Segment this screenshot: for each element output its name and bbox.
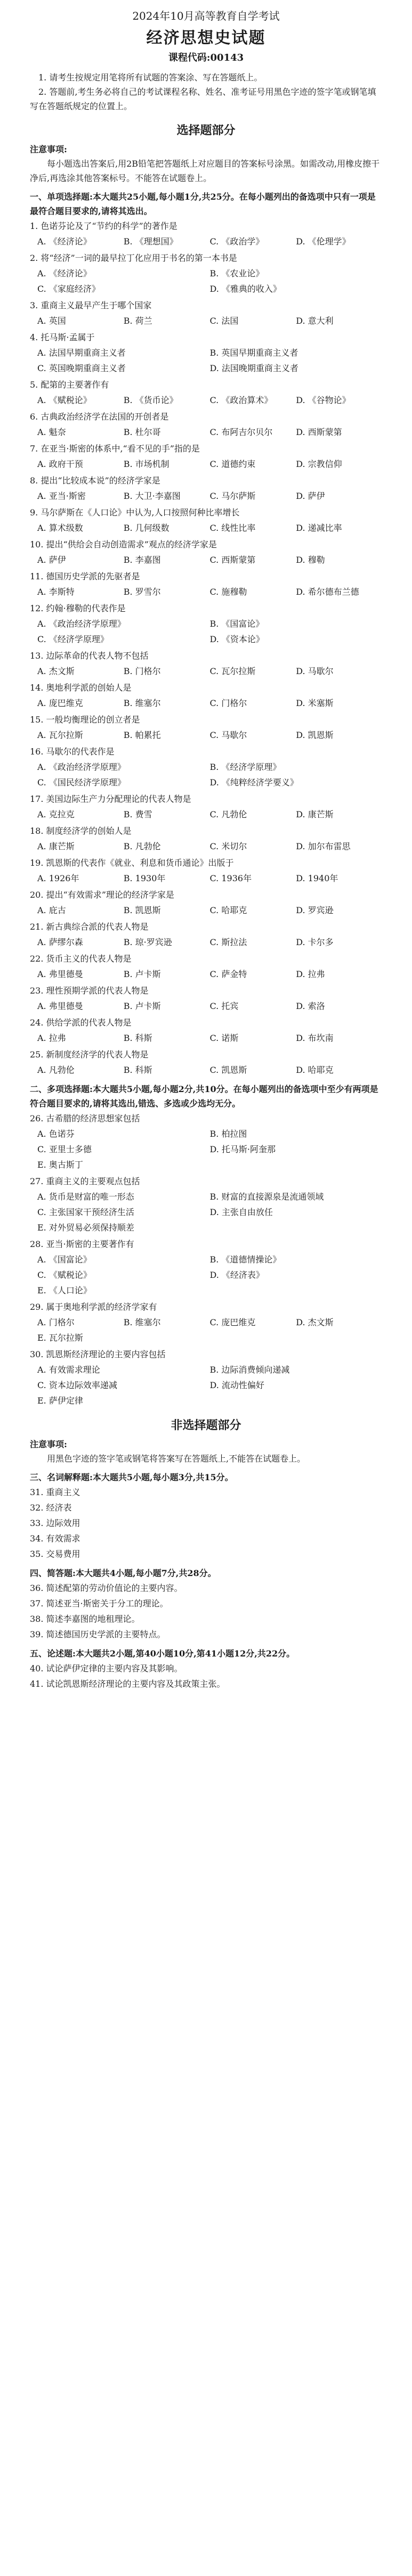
answer-option: D. 杰文斯 bbox=[296, 1317, 334, 1327]
answer-option: D. 《雅典的收入》 bbox=[209, 284, 281, 294]
option-list bbox=[30, 234, 382, 249]
question bbox=[30, 1174, 382, 1235]
answer-option: B. 维塞尔 bbox=[123, 698, 161, 708]
short-answer-question: 36. 简述配第的劳动价值论的主要内容。 bbox=[30, 1583, 183, 1593]
answer-option: C. 施穆勒 bbox=[209, 587, 247, 597]
question bbox=[30, 648, 382, 679]
answer-option: D. 《伦理学》 bbox=[296, 236, 351, 247]
answer-option: C. 瓦尔拉斯 bbox=[209, 666, 256, 676]
answer-option: A. 萨伊 bbox=[37, 555, 66, 565]
option-list bbox=[30, 663, 382, 679]
question bbox=[30, 1111, 382, 1172]
question-stem: 16. 马歇尔的代表作是 bbox=[30, 746, 115, 757]
answer-option: B. 英国早期重商主义者 bbox=[209, 348, 298, 358]
option-list bbox=[30, 266, 382, 297]
answer-option: A. 庞巴维克 bbox=[37, 698, 83, 708]
note-item: 1. 请考生按规定用笔将所有试题的答案涂、写在答题纸上。 bbox=[38, 72, 263, 83]
answer-option: C. 门格尔 bbox=[209, 698, 247, 708]
question-stem: 9. 马尔萨斯在《人口论》中认为,人口按照何种比率增长 bbox=[30, 507, 240, 518]
answer-option: D. 《纯粹经济学要义》 bbox=[209, 777, 298, 787]
option-list bbox=[30, 934, 382, 950]
multi-choice-instructions: 二、多项选择题:本大题共5小题,每小题2分,共10分。在每小题列出的备选项中至少有两项是符合题目要求的,请将其选出,错选、多选或少选均无分。 bbox=[30, 1084, 378, 1109]
answer-option: A. 魁奈 bbox=[37, 427, 66, 437]
question bbox=[30, 680, 382, 711]
answer-option: A. 康芒斯 bbox=[37, 841, 75, 851]
answer-option: D. 主张自由放任 bbox=[209, 1207, 273, 1217]
question bbox=[30, 1347, 382, 1408]
answer-option: B. 大卫·李嘉图 bbox=[123, 491, 181, 501]
answer-option: C. 斯拉法 bbox=[209, 937, 247, 947]
answer-option: D. 罗宾逊 bbox=[296, 905, 334, 915]
essay-question: 41. 试论凯恩斯经济理论的主要内容及其政策主张。 bbox=[30, 1679, 225, 1689]
answer-option: B. 《经济学原理》 bbox=[209, 762, 281, 772]
question-stem: 12. 约翰·穆勒的代表作是 bbox=[30, 603, 126, 613]
question-stem: 3. 重商主义最早产生于哪个国家 bbox=[30, 300, 152, 310]
question bbox=[30, 473, 382, 504]
question bbox=[30, 712, 382, 743]
answer-option: C. 米切尔 bbox=[209, 841, 247, 851]
essay-question: 40. 试论萨伊定律的主要内容及其影响。 bbox=[30, 1663, 183, 1673]
answer-option: C. 《经济学原理》 bbox=[37, 634, 109, 644]
answer-option: D. 康芒斯 bbox=[296, 809, 334, 819]
answer-option: B. 《货币论》 bbox=[123, 395, 178, 405]
answer-option: A. 门格尔 bbox=[37, 1317, 75, 1327]
answer-option: B. 《国富论》 bbox=[209, 619, 264, 629]
answer-option: C. 亚里士多德 bbox=[37, 1144, 92, 1154]
answer-option: C. 《国民经济学原理》 bbox=[37, 777, 126, 787]
essay-list bbox=[30, 1661, 382, 1692]
question bbox=[30, 330, 382, 376]
option-list bbox=[30, 727, 382, 743]
option-list bbox=[30, 695, 382, 711]
answer-option: D. 《资本论》 bbox=[209, 634, 264, 644]
answer-option: E. 《人口论》 bbox=[37, 1285, 92, 1295]
answer-option: D. 米塞斯 bbox=[296, 698, 334, 708]
answer-option: A. 弗里德曼 bbox=[37, 1001, 83, 1011]
answer-option: B. 财富的直接源泉是流通领域 bbox=[209, 1192, 324, 1202]
question-stem: 15. 一般均衡理论的创立者是 bbox=[30, 715, 140, 725]
term-question: 34. 有效需求 bbox=[30, 1533, 80, 1544]
answer-option: D. 递减比率 bbox=[296, 523, 342, 533]
question-stem: 30. 凯恩斯经济理论的主要内容包括 bbox=[30, 1349, 166, 1359]
answer-option: C. 《政治算术》 bbox=[209, 395, 273, 405]
attention-text: 用黑色字迹的签字笔或钢笔将答案写在答题纸上,不能答在试题卷上。 bbox=[47, 1454, 306, 1464]
answer-option: B. 门格尔 bbox=[123, 666, 161, 676]
question bbox=[30, 887, 382, 918]
answer-option: B. 《道德情操论》 bbox=[209, 1254, 281, 1265]
option-list bbox=[30, 1362, 382, 1408]
answer-option: C. 庞巴维克 bbox=[209, 1317, 256, 1327]
question bbox=[30, 951, 382, 982]
question-stem: 8. 提出“比较成本说”的经济学家是 bbox=[30, 475, 160, 486]
answer-option: D. 哈耶克 bbox=[296, 1065, 334, 1075]
question bbox=[30, 537, 382, 568]
answer-option: C. 西斯蒙第 bbox=[209, 555, 256, 565]
answer-option: D. 拉弗 bbox=[296, 969, 325, 979]
answer-option: A. 萨缪尔森 bbox=[37, 937, 83, 947]
answer-option: D. 索洛 bbox=[296, 1001, 325, 1011]
answer-option: C. 英国晚期重商主义者 bbox=[37, 363, 126, 373]
option-list bbox=[30, 903, 382, 918]
answer-option: A. 弗里德曼 bbox=[37, 969, 83, 979]
answer-option: C. 马歇尔 bbox=[209, 730, 247, 740]
question-stem: 19. 凯恩斯的代表作《就业、利息和货币通论》出版于 bbox=[30, 858, 234, 868]
answer-option: B. 边际消费倾向递减 bbox=[209, 1365, 290, 1375]
term-question: 31. 重商主义 bbox=[30, 1487, 80, 1497]
question-stem: 21. 新古典综合派的代表人物是 bbox=[30, 922, 149, 932]
term-question: 35. 交易费用 bbox=[30, 1549, 80, 1559]
question bbox=[30, 1015, 382, 1046]
question bbox=[30, 601, 382, 647]
answer-option: B. 琼·罗宾逊 bbox=[123, 937, 172, 947]
answer-option: E. 奥古斯丁 bbox=[37, 1160, 83, 1170]
answer-option: C. 资本边际效率递减 bbox=[37, 1380, 117, 1390]
question-stem: 14. 奥地利学派的创始人是 bbox=[30, 683, 132, 693]
course-code: 课程代码:00143 bbox=[168, 52, 244, 63]
answer-option: B. 科斯 bbox=[123, 1065, 152, 1075]
short-answer-list bbox=[30, 1580, 382, 1642]
question-stem: 20. 提出“有效需求”理论的经济学家是 bbox=[30, 890, 174, 900]
option-list bbox=[30, 839, 382, 854]
question bbox=[30, 377, 382, 408]
answer-option: D. 流动性偏好 bbox=[209, 1380, 264, 1390]
question-stem: 4. 托马斯·孟属于 bbox=[30, 332, 95, 342]
answer-option: D. 萨伊 bbox=[296, 491, 325, 501]
term-list bbox=[30, 1484, 382, 1562]
option-list bbox=[30, 966, 382, 982]
answer-option: A. 法国早期重商主义者 bbox=[37, 348, 126, 358]
question-stem: 24. 供给学派的代表人物是 bbox=[30, 1018, 132, 1028]
answer-option: A. 色诺芬 bbox=[37, 1129, 75, 1139]
option-list bbox=[30, 616, 382, 647]
answer-option: C. 马尔萨斯 bbox=[209, 491, 256, 501]
answer-option: C. 主张国家干预经济生活 bbox=[37, 1207, 134, 1217]
section-title-choice: 选择题部分 bbox=[176, 124, 236, 137]
answer-option: C. 萨金特 bbox=[209, 969, 247, 979]
answer-option: B. 1930年 bbox=[123, 873, 166, 883]
answer-option: E. 萨伊定律 bbox=[37, 1396, 83, 1406]
multi-choice-list bbox=[30, 1111, 382, 1408]
question bbox=[30, 218, 382, 249]
answer-option: B. 杜尔哥 bbox=[123, 427, 161, 437]
page-title: 经济思想史试题 bbox=[146, 29, 266, 47]
answer-option: A. 英国 bbox=[37, 316, 66, 326]
answer-option: B. 《理想国》 bbox=[123, 236, 178, 247]
option-list bbox=[30, 759, 382, 790]
question-stem: 1. 色诺芬论及了“节约的科学”的著作是 bbox=[30, 221, 177, 231]
short-answer-question: 38. 简述李嘉图的地租理论。 bbox=[30, 1614, 140, 1624]
section-title-nonchoice: 非选择题部分 bbox=[171, 1418, 241, 1432]
question bbox=[30, 1299, 382, 1346]
attention-text: 每小题选出答案后,用2B铅笔把答题纸上对应题目的答案标号涂黑。如需改动,用橡皮擦干净后,再选涂其他答案标号。不能答在试题卷上。 bbox=[30, 159, 380, 183]
answer-option: C. 凡勃伦 bbox=[209, 809, 247, 819]
answer-option: B. 科斯 bbox=[123, 1033, 152, 1043]
answer-option: D. 凯恩斯 bbox=[296, 730, 334, 740]
answer-option: C. 《政治学》 bbox=[209, 236, 264, 247]
question-stem: 6. 古典政治经济学在法国的开创者是 bbox=[30, 412, 169, 422]
question-stem: 23. 理性预期学派的代表人物是 bbox=[30, 986, 149, 996]
answer-option: D. 法国晚期重商主义者 bbox=[209, 363, 298, 373]
answer-option: D. 加尔布雷思 bbox=[296, 841, 351, 851]
answer-option: A. 《政治经济学原理》 bbox=[37, 619, 126, 629]
question-stem: 17. 美国边际生产力分配理论的代表人物是 bbox=[30, 794, 191, 804]
answer-option: D. 马歇尔 bbox=[296, 666, 334, 676]
essay-instructions: 五、论述题:本大题共2小题,第40小题10分,第41小题12分,共22分。 bbox=[30, 1648, 295, 1659]
question-stem: 10. 提出“供给会自动创造需求”观点的经济学家是 bbox=[30, 539, 217, 549]
answer-option: D. 《谷物论》 bbox=[296, 395, 351, 405]
answer-option: C. 线性比率 bbox=[209, 523, 256, 533]
attention-label: 注意事项: bbox=[30, 1439, 67, 1449]
option-list bbox=[30, 807, 382, 822]
short-answer-instructions: 四、简答题:本大题共4小题,每小题7分,共28分。 bbox=[30, 1568, 216, 1578]
question bbox=[30, 919, 382, 950]
answer-option: D. 穆勒 bbox=[296, 555, 325, 565]
question-stem: 7. 在亚当·斯密的体系中,“看不见的手”指的是 bbox=[30, 444, 200, 454]
short-answer-question: 37. 简述亚当·斯密关于分工的理论。 bbox=[30, 1598, 168, 1609]
single-choice-list bbox=[30, 218, 382, 1078]
option-list bbox=[30, 871, 382, 886]
option-list bbox=[30, 392, 382, 408]
answer-option: D. 西斯蒙第 bbox=[296, 427, 342, 437]
question-stem: 26. 古希腊的经济思想家包括 bbox=[30, 1113, 140, 1123]
question-stem: 25. 新制度经济学的代表人物是 bbox=[30, 1049, 149, 1060]
question bbox=[30, 250, 382, 297]
exam-notes bbox=[30, 70, 382, 113]
answer-option: A. 亚当·斯密 bbox=[37, 491, 86, 501]
question bbox=[30, 744, 382, 790]
answer-option: C. 《赋税论》 bbox=[37, 1270, 92, 1280]
answer-option: B. 市场机制 bbox=[123, 459, 169, 469]
question bbox=[30, 1236, 382, 1298]
question-stem: 11. 德国历史学派的先驱者是 bbox=[30, 571, 140, 581]
answer-option: A. 拉弗 bbox=[37, 1033, 66, 1043]
answer-option: C. 托宾 bbox=[209, 1001, 239, 1011]
answer-option: A. 有效需求理论 bbox=[37, 1365, 100, 1375]
exam-line: 2024年10月高等教育自学考试 bbox=[132, 10, 280, 22]
answer-option: B. 凯恩斯 bbox=[123, 905, 161, 915]
answer-option: A. 货币是财富的唯一形态 bbox=[37, 1192, 134, 1202]
answer-option: B. 几何级数 bbox=[123, 523, 169, 533]
answer-option: A. 《国富论》 bbox=[37, 1254, 92, 1265]
answer-option: E. 对外贸易必须保持顺差 bbox=[37, 1223, 134, 1233]
answer-option: A. 李斯特 bbox=[37, 587, 75, 597]
term-instructions: 三、名词解释题:本大题共5小题,每小题3分,共15分。 bbox=[30, 1472, 233, 1482]
question-stem: 5. 配第的主要著作有 bbox=[30, 380, 109, 390]
option-list bbox=[30, 424, 382, 440]
attention-label: 注意事项: bbox=[30, 144, 67, 154]
answer-option: A. 政府干预 bbox=[37, 459, 83, 469]
answer-option: D. 意大利 bbox=[296, 316, 334, 326]
question bbox=[30, 983, 382, 1014]
question bbox=[30, 855, 382, 886]
answer-option: A. 《经济论》 bbox=[37, 236, 92, 247]
option-list bbox=[30, 552, 382, 568]
answer-option: A. 凡勃伦 bbox=[37, 1065, 75, 1075]
answer-option: A. 《政治经济学原理》 bbox=[37, 762, 126, 772]
answer-option: A. 杰文斯 bbox=[37, 666, 75, 676]
answer-option: A. 瓦尔拉斯 bbox=[37, 730, 83, 740]
term-question: 32. 经济表 bbox=[30, 1503, 72, 1513]
question bbox=[30, 505, 382, 536]
answer-option: B. 卢卡斯 bbox=[123, 1001, 161, 1011]
question-stem: 29. 属于奥地利学派的经济学家有 bbox=[30, 1302, 157, 1312]
option-list bbox=[30, 1315, 382, 1346]
answer-option: B. 《农业论》 bbox=[209, 268, 264, 278]
option-list bbox=[30, 520, 382, 536]
option-list bbox=[30, 1030, 382, 1046]
term-question: 33. 边际效用 bbox=[30, 1518, 80, 1528]
answer-option: B. 维塞尔 bbox=[123, 1317, 161, 1327]
question bbox=[30, 791, 382, 822]
answer-option: C. 《家庭经济》 bbox=[37, 284, 100, 294]
answer-option: D. 布坎南 bbox=[296, 1033, 334, 1043]
question bbox=[30, 441, 382, 472]
answer-option: B. 卢卡斯 bbox=[123, 969, 161, 979]
answer-option: B. 罗雪尔 bbox=[123, 587, 161, 597]
answer-option: C. 1936年 bbox=[209, 873, 252, 883]
option-list bbox=[30, 488, 382, 504]
answer-option: A. 1926年 bbox=[37, 873, 79, 883]
answer-option: D. 希尔德布兰德 bbox=[296, 587, 359, 597]
single-choice-instructions: 一、单项选择题:本大题共25小题,每小题1分,共25分。在每小题列出的备选项中只有一项是最符合题目要求的,请将其选出。 bbox=[30, 192, 376, 216]
question bbox=[30, 1047, 382, 1078]
answer-option: C. 凯恩斯 bbox=[209, 1065, 247, 1075]
question-stem: 28. 亚当·斯密的主要著作有 bbox=[30, 1239, 134, 1249]
question bbox=[30, 569, 382, 600]
question-stem: 2. 将“经济”一词的最早拉丁化应用于书名的第一本书是 bbox=[30, 253, 237, 263]
option-list bbox=[30, 313, 382, 329]
option-list bbox=[30, 1126, 382, 1172]
answer-option: D. 1940年 bbox=[296, 873, 338, 883]
question bbox=[30, 823, 382, 854]
option-list bbox=[30, 1189, 382, 1235]
answer-option: B. 凡勃伦 bbox=[123, 841, 161, 851]
answer-option: B. 柏拉图 bbox=[209, 1129, 247, 1139]
answer-option: E. 瓦尔拉斯 bbox=[37, 1333, 83, 1343]
question bbox=[30, 409, 382, 440]
option-list bbox=[30, 998, 382, 1014]
question-stem: 22. 货币主义的代表人物是 bbox=[30, 954, 132, 964]
answer-option: A. 《经济论》 bbox=[37, 268, 92, 278]
answer-option: A. 《赋税论》 bbox=[37, 395, 92, 405]
option-list bbox=[30, 1252, 382, 1298]
answer-option: C. 诺斯 bbox=[209, 1033, 239, 1043]
question-stem: 27. 重商主义的主要观点包括 bbox=[30, 1176, 140, 1186]
answer-option: C. 道德约束 bbox=[209, 459, 256, 469]
answer-option: A. 克拉克 bbox=[37, 809, 75, 819]
answer-option: D. 托马斯·阿奎那 bbox=[209, 1144, 276, 1154]
answer-option: B. 李嘉图 bbox=[123, 555, 161, 565]
answer-option: B. 荷兰 bbox=[123, 316, 152, 326]
question-stem: 13. 边际革命的代表人物不包括 bbox=[30, 651, 149, 661]
answer-option: D. 卡尔多 bbox=[296, 937, 334, 947]
answer-option: B. 费雪 bbox=[123, 809, 152, 819]
answer-option: D. 宗教信仰 bbox=[296, 459, 342, 469]
answer-option: A. 庇古 bbox=[37, 905, 66, 915]
note-item: 2. 答题前,考生务必将自己的考试课程名称、姓名、准考证号用黑色字迹的签字笔或钢笔填写在答题纸规定的位置上。 bbox=[30, 87, 376, 111]
answer-option: C. 布阿吉尔贝尔 bbox=[209, 427, 273, 437]
option-list bbox=[30, 1062, 382, 1078]
question bbox=[30, 298, 382, 329]
question-stem: 18. 制度经济学的创始人是 bbox=[30, 826, 132, 836]
answer-option: C. 哈耶克 bbox=[209, 905, 247, 915]
answer-option: C. 法国 bbox=[209, 316, 239, 326]
option-list bbox=[30, 584, 382, 600]
answer-option: B. 帕累托 bbox=[123, 730, 161, 740]
short-answer-question: 39. 简述德国历史学派的主要特点。 bbox=[30, 1629, 166, 1639]
option-list bbox=[30, 456, 382, 472]
answer-option: D. 《经济表》 bbox=[209, 1270, 264, 1280]
answer-option: A. 算术级数 bbox=[37, 523, 83, 533]
option-list bbox=[30, 345, 382, 376]
